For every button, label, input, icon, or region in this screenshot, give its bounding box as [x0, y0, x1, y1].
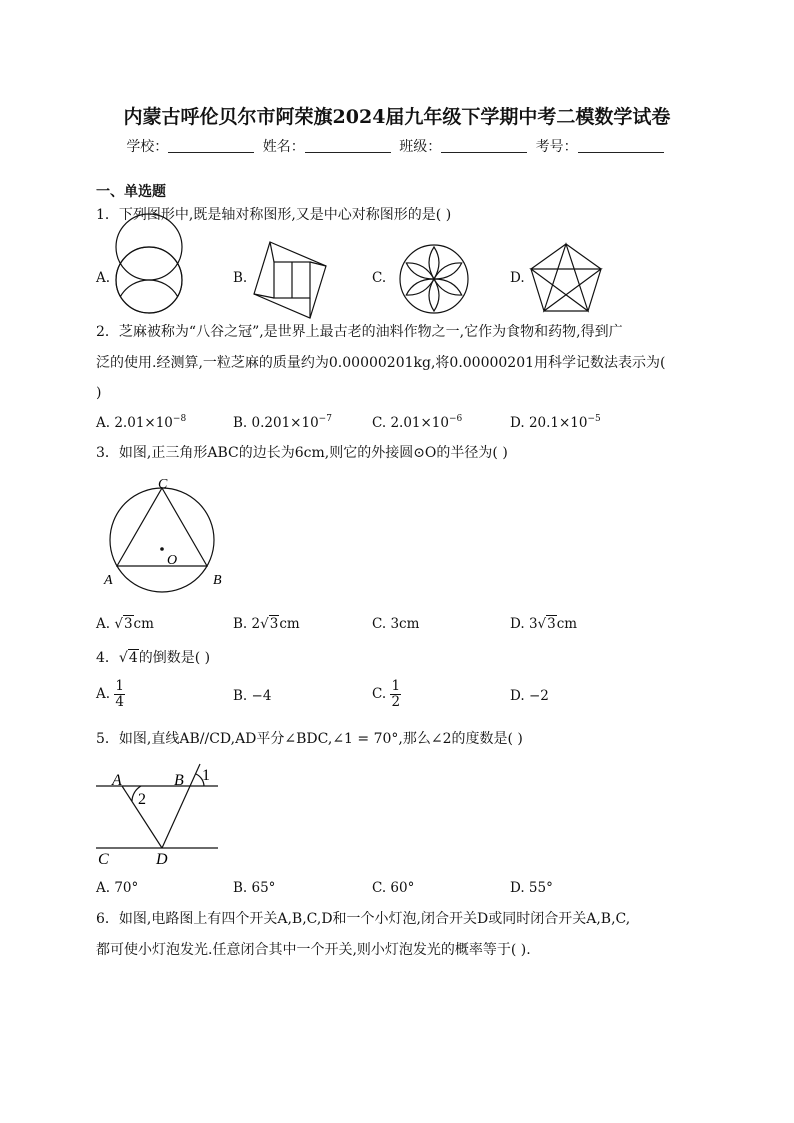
- q2-option-b: B. $0.201\times 10^{-7}$: [233, 414, 332, 431]
- q1-figure-b-squares: [250, 240, 330, 320]
- q1-figure-a-trefoil-circle: [112, 243, 186, 317]
- q5-label-d: D: [156, 851, 168, 868]
- q5-option-d: D. 55°: [510, 880, 553, 896]
- q1-option-a-label: A.: [96, 270, 111, 286]
- q4-option-d: D. −2: [510, 688, 549, 704]
- q3-label-c: C: [158, 477, 168, 492]
- q2-option-a: A. $2.01\times 10^{-8}$: [96, 414, 187, 431]
- exam-number-blank[interactable]: [578, 138, 664, 153]
- school-label: 学校：: [126, 139, 169, 155]
- q5-option-c: C. 60°: [372, 880, 415, 896]
- question-2-stem-line1: 2．芝麻被称为“八谷之冠”,是世界上最古老的油料作物之一,它作为食物和药物,得到广: [96, 324, 623, 340]
- question-2-stem-line3: ): [96, 385, 102, 401]
- name-blank[interactable]: [305, 138, 391, 153]
- q5-label-angle1: 1: [202, 767, 210, 784]
- q3-figure-circumscribed-triangle: [100, 476, 240, 594]
- q5-label-angle2: 2: [138, 791, 146, 808]
- section-title: 一、单选题: [96, 184, 166, 200]
- q5-label-c: C: [98, 851, 109, 868]
- q5-label-a: A: [112, 772, 122, 789]
- q3-option-b: B. 2√3cm: [233, 616, 300, 632]
- q3-option-a: A. √3cm: [96, 616, 154, 632]
- q3-label-o: O: [167, 553, 178, 568]
- q4-option-b: B. −4: [233, 688, 272, 704]
- question-3-stem: 3．如图,正三角形ABC的边长为6cm,则它的外接圆⊙O的半径为( ): [96, 445, 508, 461]
- q5-label-b: B: [174, 772, 184, 789]
- q5-figure-parallel-lines: [96, 760, 226, 870]
- question-5-stem: 5．如图,直线AB//CD,AD平分∠BDC,∠1 = 70°,那么∠2的度数是( ): [96, 731, 523, 747]
- q3-option-c: C. 3cm: [372, 616, 420, 632]
- q3-label-b: B: [213, 573, 222, 588]
- q2-option-d: D. $20.1\times 10^{-5}$: [510, 414, 601, 431]
- q1-option-d-label: D.: [510, 270, 525, 286]
- q3-label-a: A: [104, 573, 113, 588]
- q5-option-b: B. 65°: [233, 880, 276, 896]
- q5-option-a: A. 70°: [96, 880, 139, 896]
- question-2-stem-line2: 泛的使用.经测算,一粒芝麻的质量约为0.00000201kg,将0.00000201用科学记数法表示为(: [96, 355, 666, 371]
- question-1-stem: 1．下列图形中,既是轴对称图形,又是中心对称图形的是( ): [96, 207, 452, 223]
- question-4-stem: 4．√4的倒数是( ): [96, 650, 211, 666]
- q2-option-c: C. $2.01\times 10^{-6}$: [372, 414, 463, 431]
- q4-option-a: A. $\frac{1}{4}$: [96, 678, 124, 710]
- page-title: 内蒙古呼伦贝尔市阿荣旗2024届九年级下学期中考二模数学试卷: [123, 106, 671, 128]
- question-6-stem-line1: 6．如图,电路图上有四个开关A,B,C,D和一个小灯泡,闭合开关D或同时闭合开关A,B,C,: [96, 911, 631, 927]
- q1-option-c-label: C.: [372, 270, 387, 286]
- q1-option-b-label: B.: [233, 270, 248, 286]
- question-6-stem-line2: 都可使小灯泡发光.任意闭合其中一个开关,则小灯泡发光的概率等于( ).: [96, 942, 531, 958]
- q4-option-c: C. $\frac{1}{2}$: [372, 678, 401, 710]
- name-label: 姓名：: [262, 139, 305, 155]
- q1-figure-d-pentagram: [528, 242, 604, 314]
- student-info-line: [0, 136, 794, 156]
- exam-number-label: 考号：: [535, 139, 578, 155]
- school-blank[interactable]: [168, 138, 254, 153]
- class-label: 班级：: [399, 139, 442, 155]
- q1-figure-c-flower: [397, 242, 471, 316]
- class-blank[interactable]: [441, 138, 527, 153]
- q3-option-d: D. 3√3cm: [510, 616, 578, 632]
